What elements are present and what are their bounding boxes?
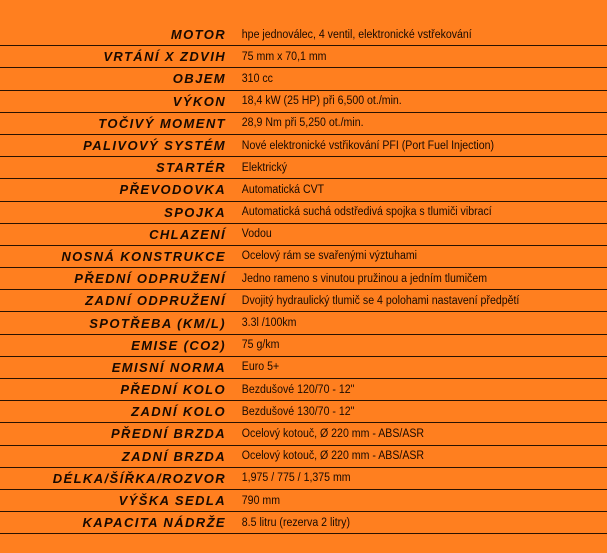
spec-label: ZADNÍ BRZDA bbox=[121, 448, 226, 464]
spec-row bbox=[0, 468, 607, 490]
spec-value: Vodou bbox=[241, 228, 272, 241]
spec-row bbox=[0, 401, 607, 423]
spec-value: Bezdušové 120/70 - 12" bbox=[241, 383, 355, 396]
spec-row bbox=[0, 512, 607, 534]
spec-value: Elektrický bbox=[241, 161, 288, 174]
spec-label: MOTOR bbox=[170, 27, 226, 43]
spec-row bbox=[0, 357, 607, 379]
spec-row bbox=[0, 157, 607, 179]
spec-value: Dvojitý hydraulický tlumič se 4 polohami nastavení předpětí bbox=[241, 294, 520, 307]
spec-label: EMISNÍ NORMA bbox=[111, 359, 226, 375]
spec-row bbox=[0, 91, 607, 113]
spec-label: DÉLKA/ŠÍŘKA/ROZVOR bbox=[52, 470, 226, 486]
spec-row bbox=[0, 202, 607, 224]
spec-label: PALIVOVÝ SYSTÉM bbox=[83, 138, 226, 154]
spec-row bbox=[0, 46, 607, 68]
spec-value: Ocelový kotouč, Ø 220 mm - ABS/ASR bbox=[241, 427, 425, 440]
spec-value: Jedno rameno s vinutou pružinou a jedním tlumičem bbox=[241, 272, 488, 285]
spec-label: VRTÁNÍ X ZDVIH bbox=[103, 49, 226, 65]
spec-value: 75 mm x 70,1 mm bbox=[241, 50, 327, 63]
spec-row bbox=[0, 335, 607, 357]
spec-value: hpe jednoválec, 4 ventil, elektronické vstřekování bbox=[241, 28, 472, 41]
spec-label: STARTÉR bbox=[156, 160, 226, 176]
spec-value: Ocelový kotouč, Ø 220 mm - ABS/ASR bbox=[241, 450, 425, 463]
spec-value: Ocelový rám se svařenými výztuhami bbox=[241, 250, 418, 263]
spec-value: Bezdušové 130/70 - 12" bbox=[241, 405, 355, 418]
spec-value: Automatická suchá odstředivá spojka s tlumiči vibrací bbox=[241, 206, 492, 219]
spec-row bbox=[0, 24, 607, 46]
spec-label: TOČIVÝ MOMENT bbox=[98, 115, 226, 131]
spec-value: Nové elektronické vstřikování PFI (Port Fuel Injection) bbox=[241, 139, 495, 152]
spec-row bbox=[0, 312, 607, 334]
spec-value: 310 cc bbox=[241, 72, 273, 85]
spec-label: ZADNÍ KOLO bbox=[131, 404, 226, 420]
spec-label: SPOTŘEBA (KM/L) bbox=[89, 315, 226, 331]
spec-table bbox=[0, 24, 607, 534]
spec-value: 1,975 / 775 / 1,375 mm bbox=[241, 472, 351, 485]
spec-row bbox=[0, 68, 607, 90]
spec-label: PŘEDNÍ ODPRUŽENÍ bbox=[74, 271, 226, 287]
spec-value: Euro 5+ bbox=[241, 361, 280, 374]
spec-value: 790 mm bbox=[241, 494, 281, 507]
spec-row bbox=[0, 113, 607, 135]
spec-row bbox=[0, 379, 607, 401]
spec-value: 3.3l /100km bbox=[241, 317, 297, 330]
spec-label: EMISE (CO2) bbox=[131, 337, 226, 353]
spec-label: CHLAZENÍ bbox=[149, 226, 226, 242]
spec-row bbox=[0, 246, 607, 268]
spec-label: SPOJKA bbox=[164, 204, 226, 220]
spec-value: Automatická CVT bbox=[241, 183, 325, 196]
spec-label: VÝŠKA SEDLA bbox=[118, 493, 226, 509]
spec-label: ZADNÍ ODPRUŽENÍ bbox=[85, 293, 226, 309]
spec-label: VÝKON bbox=[172, 93, 226, 109]
spec-label: PŘEVODOVKA bbox=[119, 182, 226, 198]
spec-row bbox=[0, 135, 607, 157]
spec-value: 8.5 litru (rezerva 2 litry) bbox=[241, 516, 350, 529]
spec-row bbox=[0, 290, 607, 312]
spec-row bbox=[0, 423, 607, 445]
spec-label: PŘEDNÍ KOLO bbox=[120, 382, 226, 398]
spec-label: KAPACITA NÁDRŽE bbox=[82, 515, 226, 531]
spec-row bbox=[0, 446, 607, 468]
spec-row bbox=[0, 268, 607, 290]
spec-row bbox=[0, 179, 607, 201]
spec-value: 75 g/km bbox=[241, 339, 280, 352]
spec-label: OBJEM bbox=[172, 71, 226, 87]
spec-value: 18,4 kW (25 HP) při 6,500 ot./min. bbox=[241, 95, 402, 108]
spec-row bbox=[0, 224, 607, 246]
spec-row bbox=[0, 490, 607, 512]
spec-value: 28,9 Nm při 5,250 ot./min. bbox=[241, 117, 364, 130]
spec-label: NOSNÁ KONSTRUKCE bbox=[61, 248, 226, 264]
spec-label: PŘEDNÍ BRZDA bbox=[110, 426, 226, 442]
